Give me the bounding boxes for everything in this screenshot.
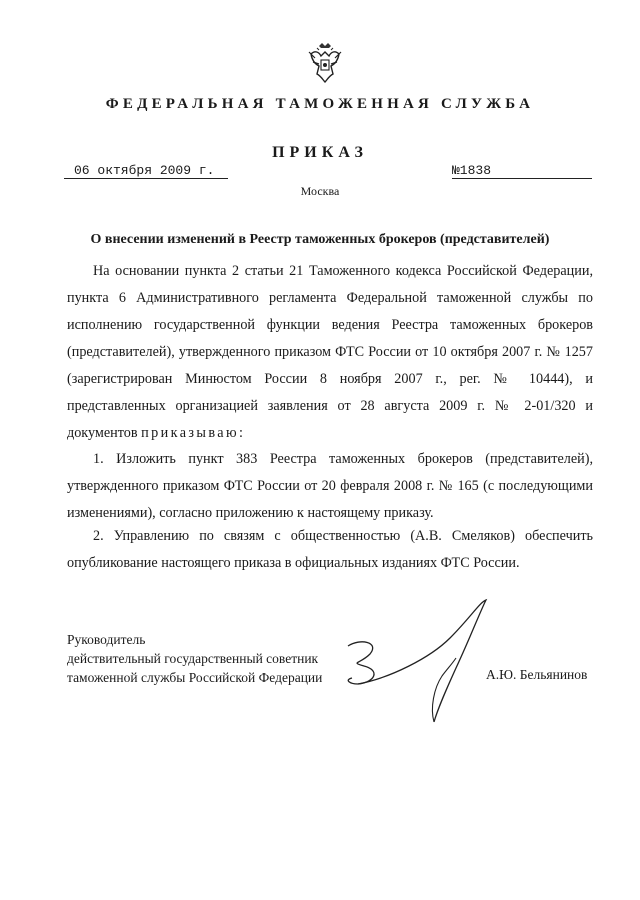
order-keyword: приказываю: — [141, 425, 246, 441]
order-number: №1838 — [452, 163, 592, 179]
coat-of-arms-icon — [305, 40, 345, 86]
signer-position — [67, 630, 322, 687]
order-subject: О внесении изменений в Реестр таможенных брокеров (представителей) — [90, 232, 550, 247]
item-1-text: 1. Изложить пункт 383 Реестра таможенных брокеров (представителей), утвержденного приказом ФТС России от 20 февраля 2008 г. № 165 (с последующими изменениями), согласно приложению к настоящему приказу. — [67, 451, 593, 521]
paragraph-item-2 — [67, 523, 593, 577]
handwritten-signature — [330, 598, 490, 728]
order-title: ПРИКАЗ — [272, 144, 368, 161]
signer-name: А.Ю. Бельянинов — [486, 667, 588, 682]
preamble-text: На основании пункта 2 статьи 21 Таможенного кодекса Российской Федерации, пункта 6 Административного регламента Федеральной таможенной службы по исполнению государственной функции ведения Реестра таможенных брокеров (представителей), утвержденного приказом ФТС России от 10 октября 2007 г. № 1257 (зарегистрирован Минюстом России 8 ноября 2007 г., рег. № 10444), и представленных организацией заявления от 28 августа 2009 г. № 2-01/320 и документов — [67, 263, 593, 441]
agency-title: ФЕДЕРАЛЬНАЯ ТАМОЖЕННАЯ СЛУЖБА — [105, 96, 535, 112]
signer-line-1: Руководитель — [67, 632, 146, 647]
paragraph-preamble — [67, 258, 593, 447]
signer-line-2: действительный государственный советник — [67, 651, 319, 666]
item-2-text: 2. Управлению по связям с общественностью (А.В. Смеляков) обеспечить опубликование настоящего приказа в официальных изданиях ФТС России. — [67, 528, 593, 571]
order-city: Москва — [300, 184, 340, 198]
signer-line-3: таможенной службы Российской Федерации — [67, 670, 323, 685]
order-date: 06 октября 2009 г. — [64, 163, 228, 179]
paragraph-item-1 — [67, 446, 593, 527]
